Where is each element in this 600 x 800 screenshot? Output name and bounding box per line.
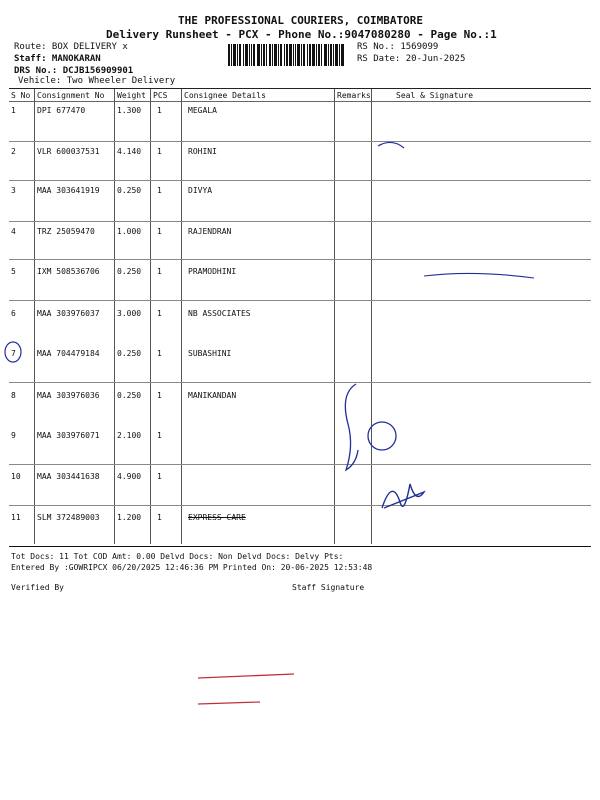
signature-phone: 7373731925: [436, 415, 526, 431]
row-sno: 2: [11, 147, 16, 156]
totals-line: Tot Docs: 11 Tot COD Amt: 0.00 Delvd Docs: Non Delvd Docs: Delvy Pts:: [11, 552, 344, 561]
row-sno: 10: [11, 472, 21, 481]
col-divider: [181, 89, 182, 544]
col-divider: [34, 89, 35, 544]
table-bottom-rule: [9, 546, 591, 547]
entered-by-line: Entered By :GOWRIPCX 06/20/2025 12:46:36 PM Printed On: 20-06-2025 12:53:48: [11, 563, 373, 572]
row-sno: 1: [11, 106, 16, 115]
signature-phone: 6379388511: [410, 516, 500, 532]
row-consignment-no: MAA 303976071: [37, 431, 100, 440]
row-weight: 1.300: [117, 106, 142, 115]
row-weight: 4.140: [117, 147, 142, 156]
row-consignee: DIVYA: [188, 186, 213, 195]
tally-line: 68-D: [210, 654, 247, 672]
row-divider: [9, 259, 591, 260]
row-pcs: 1: [157, 106, 162, 115]
row-consignment-no: VLR 600037531: [37, 147, 100, 156]
row-pcs: 1: [157, 472, 162, 481]
signature-phone: 9823532214: [448, 246, 525, 260]
row-consignee: RAJENDRAN: [188, 227, 232, 236]
row-weight: 0.250: [117, 391, 142, 400]
row-consignee: SUBASHINI: [188, 349, 232, 358]
row-consignee: PRAMODHINI: [188, 267, 237, 276]
row-divider: [9, 505, 591, 506]
row-pcs: 1: [157, 227, 162, 236]
row-sno: 3: [11, 186, 16, 195]
row-divider: [9, 141, 591, 142]
row-consignment-no: TRZ 25059470: [37, 227, 95, 236]
row-sno: 5: [11, 267, 16, 276]
verified-by-label: Verified By: [11, 583, 64, 592]
row-weight: 3.000: [117, 309, 142, 318]
row-sno: 11: [11, 513, 21, 522]
col-divider: [334, 89, 335, 544]
route-label: Route: BOX DELIVERY x: [14, 42, 128, 52]
signature-name: Rohini: [378, 143, 424, 159]
row-consignment-no: SLM 372489003: [37, 513, 100, 522]
staff-signature-label: Staff Signature: [292, 583, 365, 592]
col-header-remarks: Remarks: [337, 91, 371, 100]
row-divider: [9, 382, 591, 383]
signature-phone: 9942042049: [448, 130, 518, 143]
row-weight: 1.000: [117, 227, 142, 236]
row-pcs: 1: [157, 513, 162, 522]
row-pcs: 1: [157, 431, 162, 440]
row-consignment-no: MAA 303976036: [37, 391, 100, 400]
col-divider: [114, 89, 115, 544]
signature-mark: H/R: [382, 369, 414, 388]
row-consignee: NB ASSOCIATES: [188, 309, 251, 318]
row-pcs: 1: [157, 186, 162, 195]
table-top-rule: [9, 88, 591, 89]
rs-date: RS Date: 20-Jun-2025: [357, 54, 466, 64]
signature-name: M. Vijaya: [404, 393, 462, 407]
row-consignment-no: MAA 704479184: [37, 349, 100, 358]
row-weight: 4.900: [117, 472, 142, 481]
row-consignment-no: DPI 677470: [37, 106, 86, 115]
ditto-mark: -do-: [202, 470, 241, 494]
row-weight: 1.200: [117, 513, 142, 522]
tally-total: 147: [202, 683, 231, 701]
row-weight: 0.250: [117, 186, 142, 195]
row-sno: 6: [11, 309, 16, 318]
tally-line: 79-S: [206, 626, 241, 644]
row-consignee: ROHINI: [188, 147, 217, 156]
rs-number: RS No.: 1569099: [357, 42, 439, 52]
col-header-consignee: Consignee Details: [184, 91, 266, 100]
row-consignment-no: MAA 303441638: [37, 472, 100, 481]
row-weight: 0.250: [117, 349, 142, 358]
row-pcs: 1: [157, 147, 162, 156]
signature-name: Divya: [374, 186, 417, 204]
signature-phone: 9944999255: [450, 285, 514, 296]
col-divider: [150, 89, 151, 544]
row-weight: 0.250: [117, 267, 142, 276]
signature-phone: 9952828733: [410, 343, 500, 359]
row-pcs: 1: [157, 267, 162, 276]
circled-number: 3: [375, 427, 387, 448]
barcode-image: [228, 44, 344, 66]
row-pcs: 1: [157, 391, 162, 400]
drs-number: DRS No.: DCJB156909901: [14, 66, 134, 76]
signature-name: Megala: [384, 113, 441, 131]
signature-phone: 9686304863: [396, 156, 479, 171]
row-weight: 2.100: [117, 431, 142, 440]
row-divider: [9, 180, 591, 181]
signature-name: M.R: [382, 275, 418, 295]
row-consignee: MANIKANDAN: [188, 391, 237, 400]
table-header-rule: [9, 101, 591, 102]
row-divider: [9, 221, 591, 222]
col-header-sno: S No: [11, 91, 31, 100]
row-consignment-no: MAA 303976037: [37, 309, 100, 318]
row-sno: 4: [11, 227, 16, 236]
col-header-seal-signature: Seal & Signature: [396, 91, 474, 100]
signature-phone: 6390642453: [428, 207, 505, 221]
col-header-weight: Weight: [117, 91, 146, 100]
row-pcs: 1: [157, 309, 162, 318]
row-sno: 8: [11, 391, 16, 400]
staff-label: Staff: MANOKARAN: [14, 54, 101, 64]
row-consignment-no: MAA 303641919: [37, 186, 100, 195]
row-sno: 9: [11, 431, 16, 440]
vehicle-label: Vehicle: Two Wheeler Delivery: [18, 76, 176, 86]
runsheet-title: Delivery Runsheet - PCX - Phone No.:9047080280 - Page No.:1: [106, 28, 497, 41]
row-consignee: MEGALA: [188, 106, 217, 115]
ditto-mark: -do-: [202, 425, 241, 449]
col-header-pcs: PCS: [153, 91, 168, 100]
row-divider: [9, 464, 591, 465]
row-divider: [9, 300, 591, 301]
col-header-consignment: Consignment No: [37, 91, 105, 100]
row-consignee: EXPRESS CARE: [188, 513, 246, 522]
row-consignment-no: IXM 508536706: [37, 267, 100, 276]
col-divider: [371, 89, 372, 544]
row-sno: 7: [11, 349, 16, 358]
handwritten-auto: Auto: [252, 511, 281, 525]
signature-name: MurliyeloKumar B: [396, 323, 499, 336]
signature-name: G. Rajendran: [380, 232, 474, 248]
row-pcs: 1: [157, 349, 162, 358]
company-title: THE PROFESSIONAL COURIERS, COIMBATORE: [178, 14, 424, 27]
